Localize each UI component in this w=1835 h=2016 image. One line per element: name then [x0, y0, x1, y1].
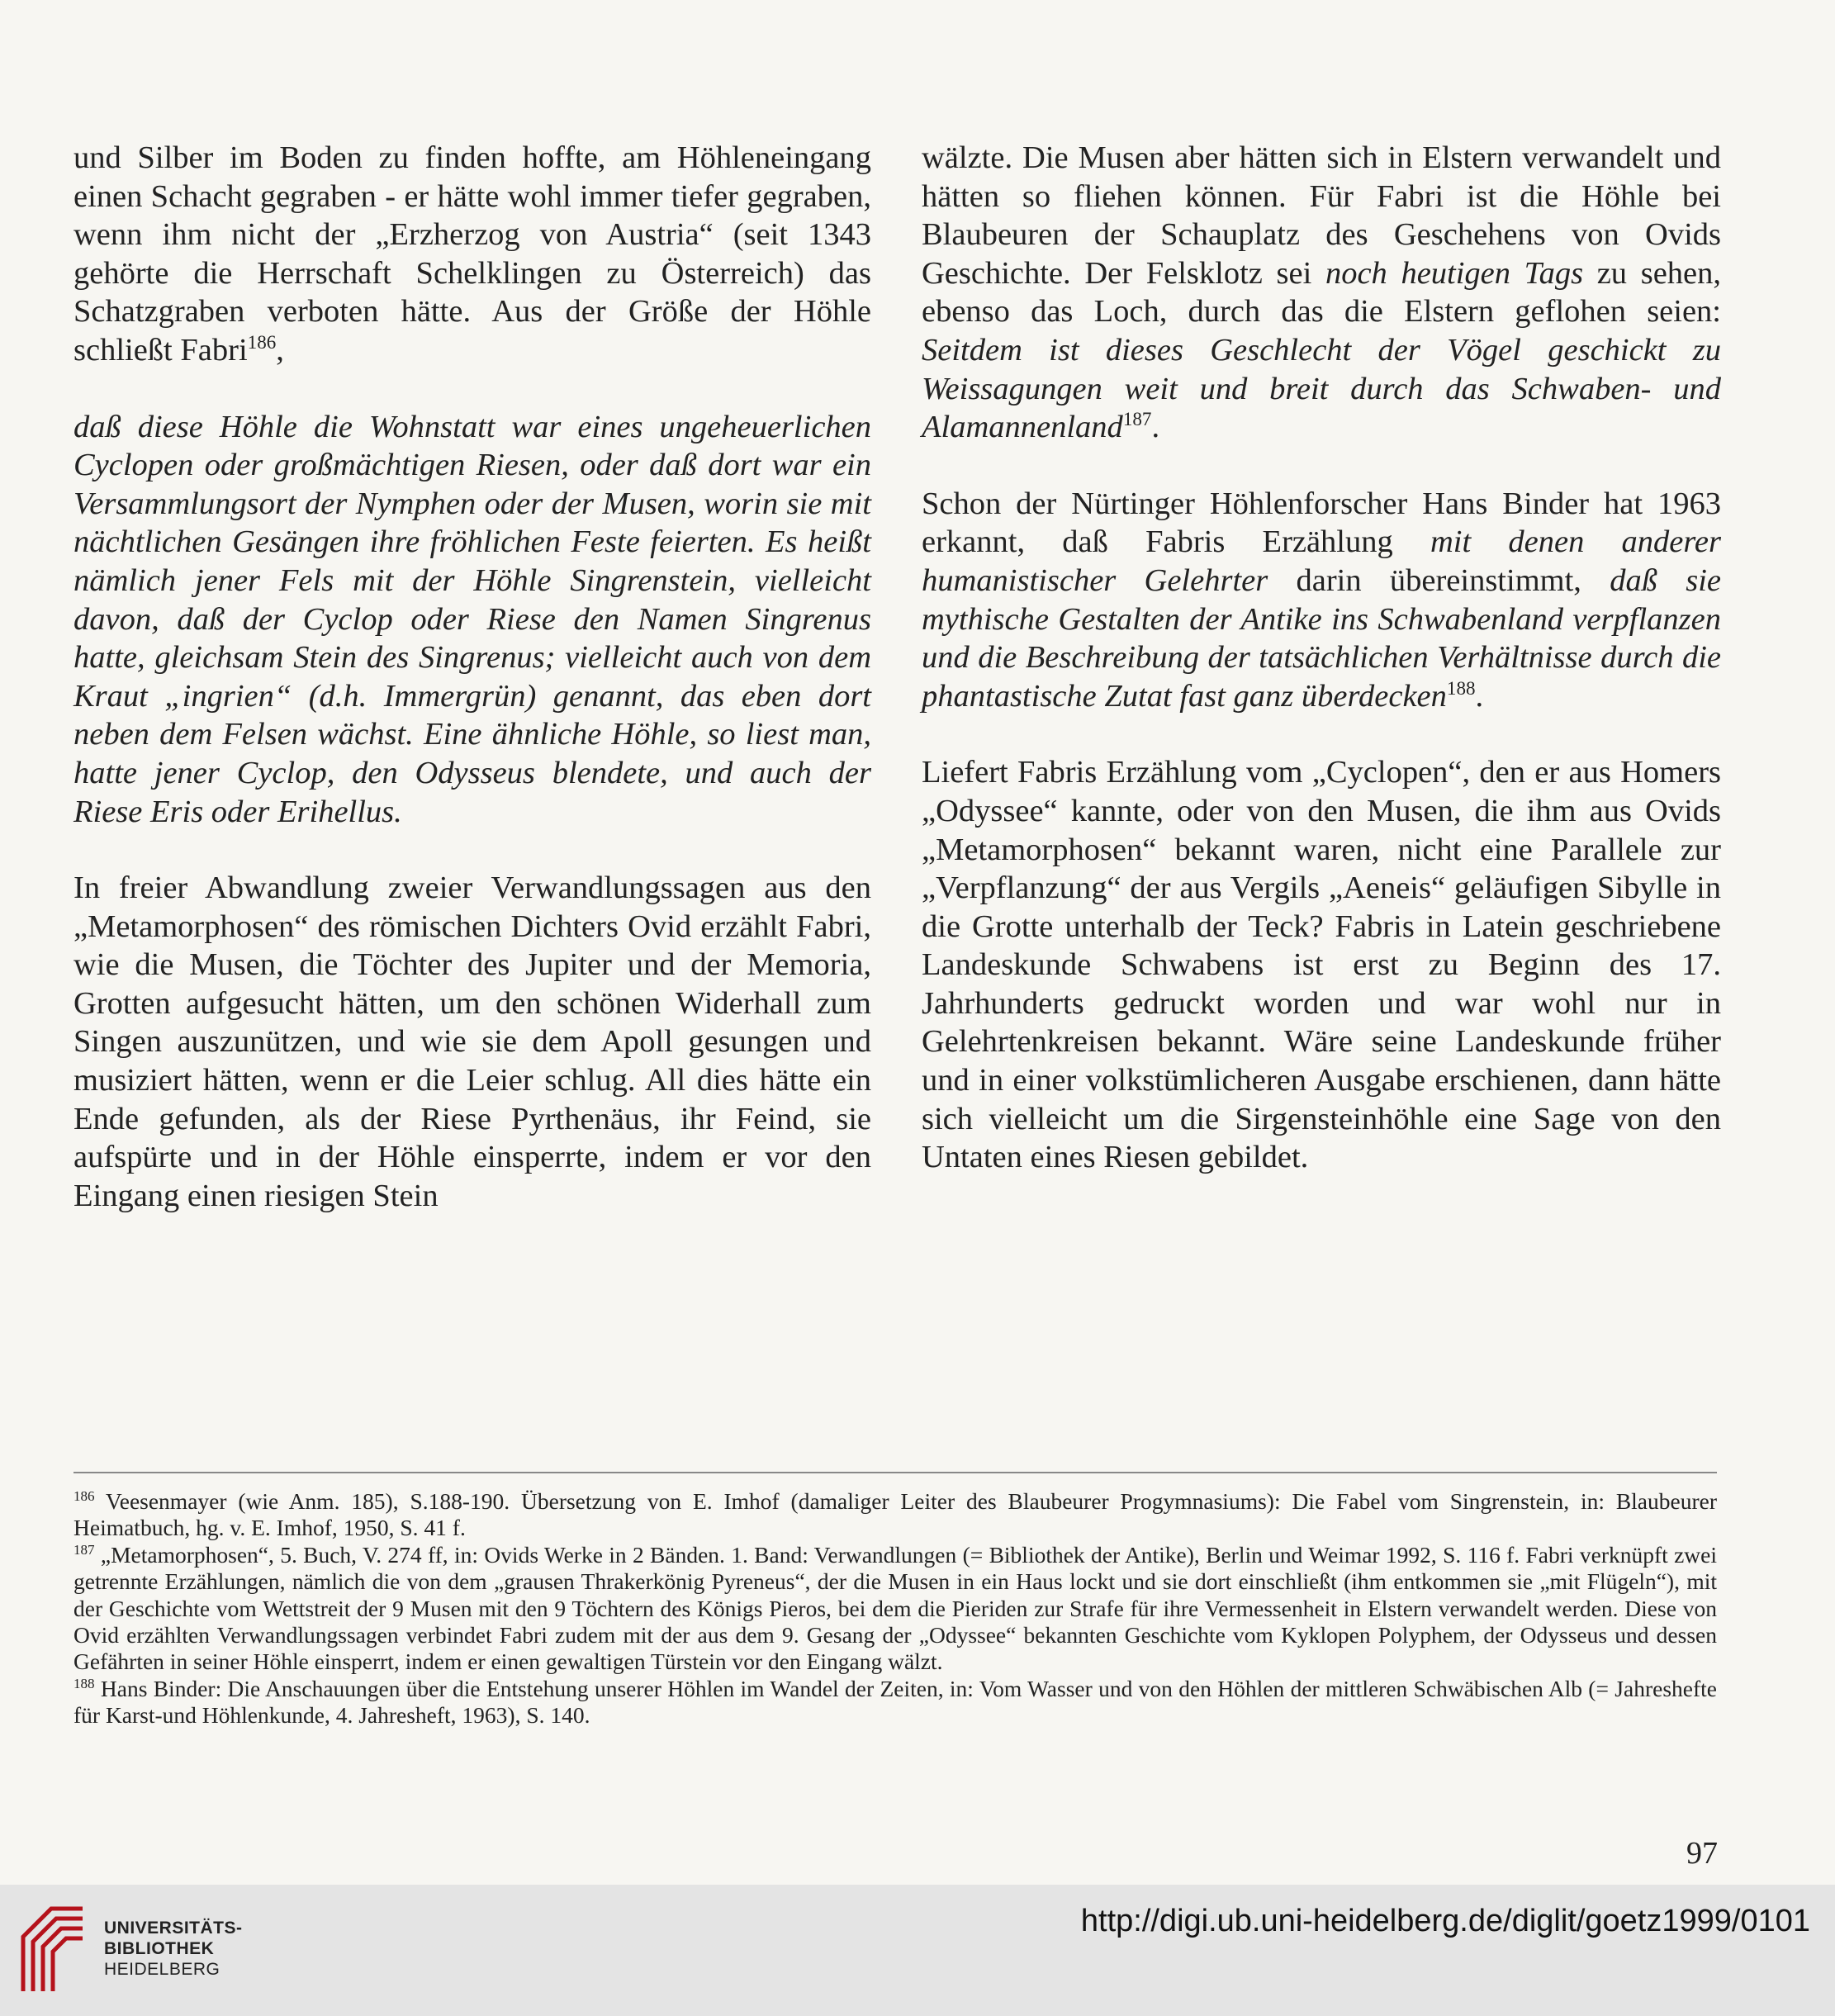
footnote-text: „Metamorphosen“, 5. Buch, V. 274 ff, in: Ovids Werke in 2 Bänden. 1. Band: Verwandlungen (= Bibliothek der Antike), Berlin und Weimar 1992, S. 116 f. Fabri verknüpft zwei getrennte Erzählungen, nämlich die von dem „grausen Thrakerkönig Pyreneus“, der die Musen in ein Haus lockt und sie dort einschließt (ihm entkommen sie „mit Flügeln“), mit der Geschichte vom Wettstreit der 9 Musen mit den 9 Töchtern des Königs Pieros, bei dem die Pieriden zur Strafe für ihre Vermessenheit in Elstern verwandelt werden. Diese von Ovid erzählten Verwandlungssagen verbindet Fabri zudem mit der aus dem 9. Gesang der „Odyssee“ bekannten Geschichte vom Kyklopen Polyphem, der Odysseus und dessen Gefährten in seiner Höhle einsperrt, indem er einen gewaltigen Türstein vor den Eingang wälzt. — [73, 1541, 1718, 1675]
footnote-186 — [73, 1488, 1717, 1542]
right-paragraph-2-italic-1: mit denen anderer humanistischer Gelehrter — [922, 524, 1721, 598]
footnote-number: 187 — [73, 1541, 95, 1558]
right-column — [922, 139, 1721, 1215]
left-paragraph-2: In freier Abwandlung zweier Verwandlungssagen aus den „Metamorphosen“ des römischen Dichters Ovid erzählt Fabri, wie die Musen, die Töchter des Jupiter und der Memoria, Grotten aufgesucht hätten, um den schönen Widerhall zum Singen auszunützen, und wie sie dem Apoll gesungen und musiziert hätten, wenn er die Leier schlug. All dies hätte ein Ende gefunden, als der Riese Pyrthenäus, ihr Feind, sie aufspürte und in der Höhle einsperrte, indem er vor den Eingang einen riesigen Stein — [73, 870, 871, 1213]
footnote-divider — [73, 1472, 1717, 1473]
logo-line-3: HEIDELBERG — [104, 1960, 220, 1979]
footnote-text: Veesenmayer (wie Anm. 185), S.188-190. Übersetzung von E. Imhof (damaliger Leiter des Blaubeurer Progymnasiums): Die Fabel vom Singrenstein, in: Blaubeurer Heimatbuch, hg. v. E. Imhof, 1950, S. 41 f. — [73, 1488, 1717, 1541]
library-logo-text[interactable] — [104, 1918, 243, 1980]
right-paragraph-2-italic-2: daß sie mythische Gestalten der Antike ins Schwabenland verpflanzen und die Beschreibung der tatsächlichen Verhältnisse durch die phantastische Zutat fast ganz überdecken — [922, 562, 1721, 714]
logo-line-1: UNIVERSITÄTS- — [104, 1919, 243, 1938]
right-paragraph-1-end: . — [1151, 410, 1160, 445]
footnotes — [73, 1488, 1717, 1729]
right-paragraph-1 — [922, 139, 1721, 447]
footnote-ref-187[interactable]: 187 — [1122, 408, 1152, 430]
left-paragraph-1-end: , — [276, 332, 284, 368]
footnote-ref-188[interactable]: 188 — [1446, 676, 1476, 699]
footnote-text: Hans Binder: Die Anschauungen über die Entstehung unserer Höhlen im Wandel der Zeiten, in: Vom Wasser und von den Höhlen der mittleren Schwäbischen Alb (= Jahreshefte für Karst-und Höhlenkunde, 4. Jahresheft, 1963), S. 140. — [73, 1675, 1717, 1729]
right-paragraph-1-italic-1: noch heutigen Tags — [1325, 255, 1584, 291]
source-url-link[interactable]: http://digi.ub.uni-heidelberg.de/diglit/goetz1999/0101 — [1080, 1904, 1810, 1938]
left-paragraph-1 — [73, 139, 871, 370]
left-column — [73, 139, 871, 1253]
library-logo-icon[interactable] — [18, 1904, 94, 1996]
block-quote: daß diese Höhle die Wohnstatt war eines ungeheuerlichen Cyclopen oder großmächtigen Riesen, oder daß dort war ein Versammlungsort der Nymphen oder der Musen, worin sie mit nächtlichen Gesängen ihre fröhlichen Feste feierten. Es heißt nämlich jener Fels mit der Höhle Singrenstein, vielleicht davon, daß der Cyclop oder Riese den Namen Singrenus hatte, gleichsam Stein des Singrenus; vielleicht auch von dem Kraut „ingrien“ (d.h. Immergrün) genannt, das eben dort neben dem Felsen wächst. Eine ähnliche Höhle, so liest man, hatte jener Cyclop, den Odysseus blendete, und auch der Riese Eris oder Erihellus. — [73, 409, 871, 829]
right-paragraph-3: Liefert Fabris Erzählung vom „Cyclopen“, den er aus Homers „Odyssee“ kannte, oder von den Musen, die ihm aus Ovids „Metamorphosen“ bekannt waren, nicht eine Parallele zur „Verpflanzung“ der aus Vergils „Aeneis“ geläufigen Sibylle in die Grotte unterhalb der Teck? Fabris in Latein geschriebene Landeskunde Schwabens ist erst zu Beginn des 17. Jahrhunderts gedruckt worden und war wohl nur in Gelehrtenkreisen bekannt. Wäre seine Landeskunde früher und in einer volkstümlicheren Ausgabe erschienen, dann hätte sich vielleicht um die Sirgensteinhöhle eine Sage von den Untaten eines Riesen gebildet. — [922, 755, 1721, 1175]
right-paragraph-1-text-a: wälzte. Die Musen aber hätten sich in Elstern verwandelt und hätten so fliehen können. Für Fabri ist die Höhle bei Blaubeuren der Schauplatz des Geschehens von Ovids Geschichte. Der Felsklotz sei — [922, 140, 1721, 291]
right-paragraph-2-text-b: darin übereinstimmt, — [1268, 562, 1610, 598]
left-paragraph-1-text: und Silber im Boden zu finden hoffte, am Höhleneingang einen Schacht gegraben - er hätte wohl immer tiefer gegraben, wenn ihm nicht der „Erzherzog von Austria“ (seit 1343 gehörte die Herrschaft Schelklingen zu Österreich) das Schatzgraben verboten hätte. Aus der Größe der Höhle schließt Fabri — [73, 140, 871, 368]
logo-line-2: BIBLIOTHEK — [104, 1939, 215, 1958]
footnote-188 — [73, 1676, 1717, 1729]
right-paragraph-2 — [922, 485, 1721, 716]
right-paragraph-1-text-b: zu sehen, ebenso das Loch, durch das die Elstern geflohen seien: — [922, 255, 1721, 330]
footnote-187 — [73, 1542, 1717, 1676]
right-paragraph-1-italic-2: Seitdem ist dieses Geschlecht der Vögel geschickt zu Weissagungen weit und breit durch das Schwaben- und Alamannenland — [922, 332, 1721, 445]
footnote-number: 188 — [73, 1675, 95, 1691]
page-number: 97 — [1686, 1836, 1718, 1871]
footnote-ref-186[interactable]: 186 — [247, 331, 277, 353]
right-paragraph-2-end: . — [1475, 678, 1484, 714]
footnote-number: 186 — [73, 1487, 95, 1504]
right-paragraph-2-text-a: Schon der Nürtinger Höhlenforscher Hans Binder hat 1963 erkannt, daß Fabris Erzählung — [922, 486, 1721, 560]
